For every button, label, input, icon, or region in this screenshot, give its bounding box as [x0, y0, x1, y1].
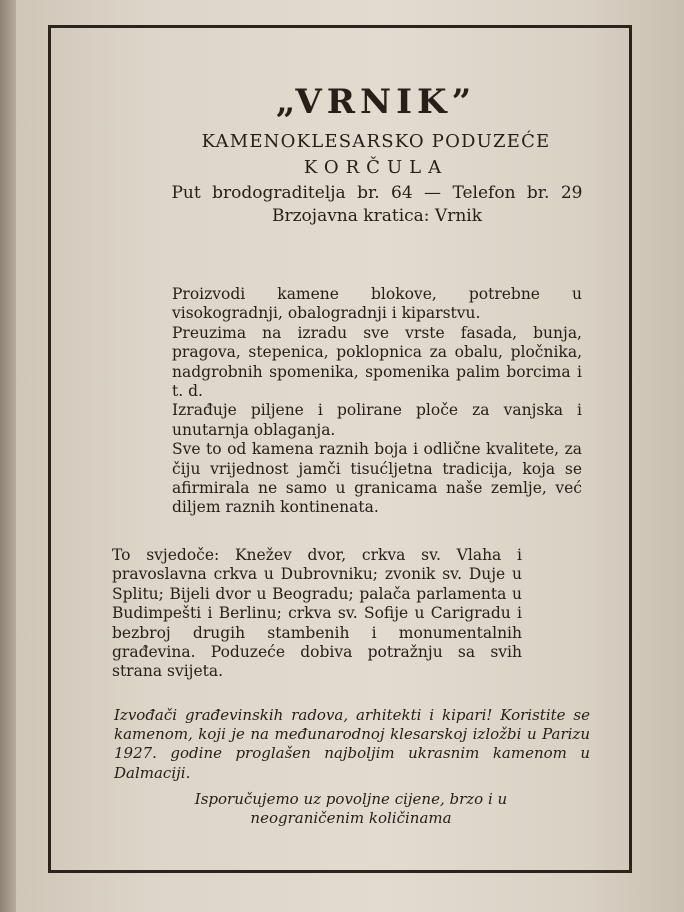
appeal-text: Izvođači građevinskih radova, arhitekti i kipari! Koristite se kamenom, koji je na međunarodnoj klesarskoj izložbi u Parizu 1927. godine proglašen najboljim ukrasnim kamenom u Dalmaciji.	[114, 706, 590, 782]
paragraph-slabs: Izrađuje piljene i polirane ploče za vanjska i unutarnja oblaganja.	[172, 401, 582, 439]
testimony-text: To svjedoče: Knežev dvor, crkva sv. Vlaha i pravoslavna crkva u Dubrovniku; zvonik sv. Duje u Splitu; Bijeli dvor u Beogradu; palača parlamenta u Budimpešti i Berlinu; crkva sv. Sofije u Carigradu i bezbroj drugih stambenih i monumentalnih građevina. Poduzeće dobiva potražnju sa svih strana svijeta.	[112, 546, 522, 681]
page-edge	[0, 0, 16, 912]
firm-name: „VRNIK”	[275, 82, 477, 122]
offer-text: Isporučujemo uz povoljne cijene, brzo i u neograničenim količinama	[194, 790, 508, 828]
contact-line: Put brodograditelja br. 64 — Telefon br. 29	[171, 183, 583, 203]
paragraph-quality: Sve to od kamena raznih boja i odlične kvalitete, za čiju vrijednost jamči tisućljetna tradicija, koja se afirmirala ne samo u granicama naše zemlje, već diljem raznih kontinenata.	[172, 440, 582, 517]
firm-city: KORČULA	[303, 157, 449, 178]
telegram-code: Brzojavna kratica: Vrnik	[271, 206, 483, 226]
intro-text	[172, 285, 582, 518]
paragraph-services: Preuzima na izradu sve vrste fasada, bunja, pragova, stepenica, poklopnica za obalu, pločnika, nadgrobnih spomenika, spomenika palim borcima i t. d.	[172, 323, 582, 401]
paragraph-products: Proizvodi kamene blokove, potrebne u visokogradnji, obalogradnji i kiparstvu.	[172, 285, 582, 323]
firm-type: KAMENOKLESARSKO PODUZEĆE	[201, 131, 551, 152]
